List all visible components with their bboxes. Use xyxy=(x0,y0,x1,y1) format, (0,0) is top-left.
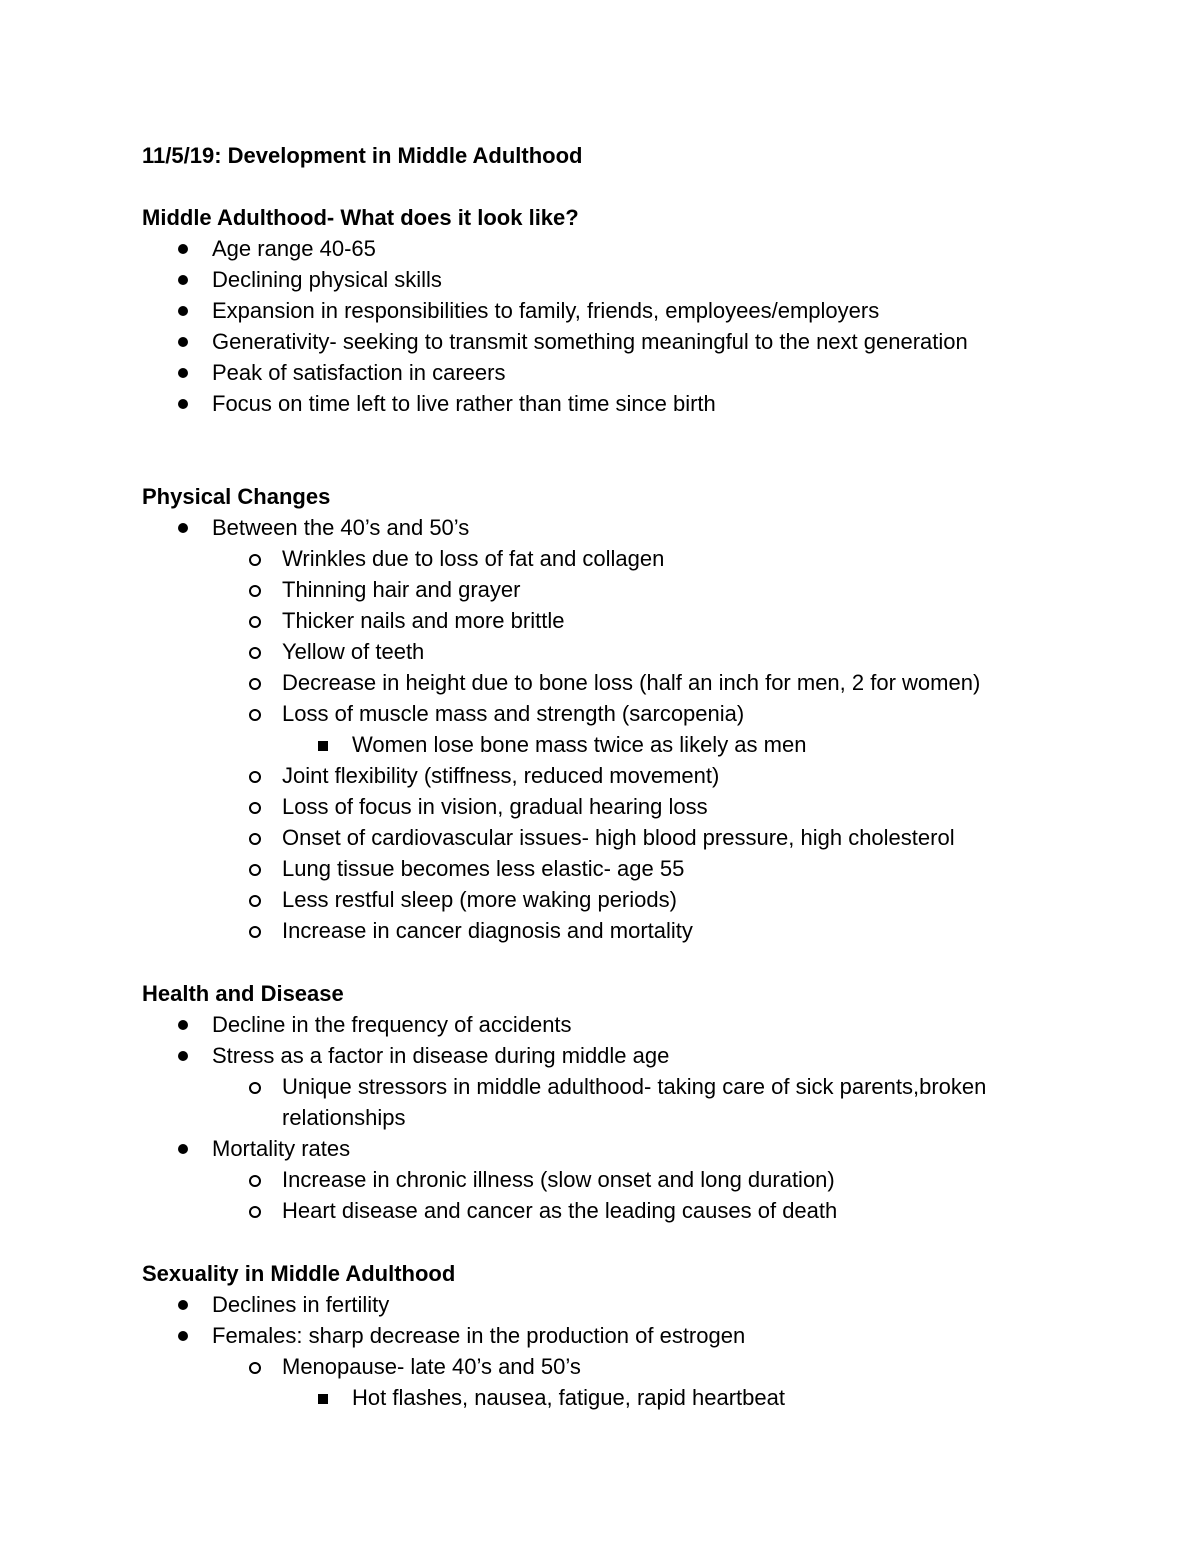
bullet-dot-icon xyxy=(178,368,188,378)
bullet-circle-icon xyxy=(249,802,261,814)
bullet-dot-icon xyxy=(178,1331,188,1341)
bullet-dot-icon xyxy=(178,337,188,347)
bullet-dot-icon xyxy=(178,306,188,316)
bullet-circle-icon xyxy=(249,554,261,566)
bullet-circle-icon xyxy=(249,647,261,659)
document-page: 11/5/19: Development in Middle Adulthood Middle Adulthood- What does it look like? Age range 40-65 Declining physical skills Expansion in responsibilities to family, friends, employees/employers Generativity- seeking to transmit something meaningful to the next generation Peak of satisfaction in careers Focus on time left to live rather than time since birth Physical Changes Between the 40’s and 50’s Wrinkles due to loss of fat and collagen Thinning hair and grayer Thicker nails and more brittle Yellow of teeth Decrease in height due to bone loss (half an inch for men, 2 for women) Loss of muscle mass and strength (sarcopenia) Women lose bone mass twice as likely as men Joint flexibility (stiffness, reduced movement) Loss of focus in vision, gradual hearing loss Onset of cardiovascular issues- high blood pressure, high cholesterol Lung tissue becomes less elastic- age 55 Less restful sleep (more waking periods) Increase in cancer diagnosis and mortality Health and Disease Decline in the frequency of accidents Stress as a factor in disease during middle age Unique stressors in middle adulthood- taking care of sick parents,broken relationships Mortality rates Increase in chronic illness (slow onset and long duration) Heart disease and cancer as the leading causes of death Sexuality in Middle Adulthood Declines in fertility Females: sharp decrease in the production of estrogen Menopause- late 40’s and 50’s Hot flashes, nausea, fatigue, rapid heartbeat xyxy=(142,143,987,1410)
bullet-circle-icon xyxy=(249,709,261,721)
bullet-dot-icon xyxy=(178,1300,188,1310)
bullet-circle-icon xyxy=(249,771,261,783)
bullet-circle-icon xyxy=(249,1175,261,1187)
bullet-square-icon xyxy=(318,741,328,751)
bullet-circle-icon xyxy=(249,616,261,628)
bullet-dot-icon xyxy=(178,399,188,409)
bullet-dot-icon xyxy=(178,1020,188,1030)
bullet-circle-icon xyxy=(249,833,261,845)
bullet-square-icon xyxy=(318,1394,328,1404)
bullet-circle-icon xyxy=(249,1082,261,1094)
bullet-circle-icon xyxy=(249,926,261,938)
bullet-dot-icon xyxy=(178,523,188,533)
bullet-circle-icon xyxy=(249,1206,261,1218)
bullet-circle-icon xyxy=(249,1362,261,1374)
bullet-circle-icon xyxy=(249,585,261,597)
bullet-dot-icon xyxy=(178,275,188,285)
bullet-dot-icon xyxy=(178,244,188,254)
bullet-circle-icon xyxy=(249,864,261,876)
bullet-dot-icon xyxy=(178,1144,188,1154)
bullet-dot-icon xyxy=(178,1051,188,1061)
bullet-circle-icon xyxy=(249,895,261,907)
bullet-circle-icon xyxy=(249,678,261,690)
